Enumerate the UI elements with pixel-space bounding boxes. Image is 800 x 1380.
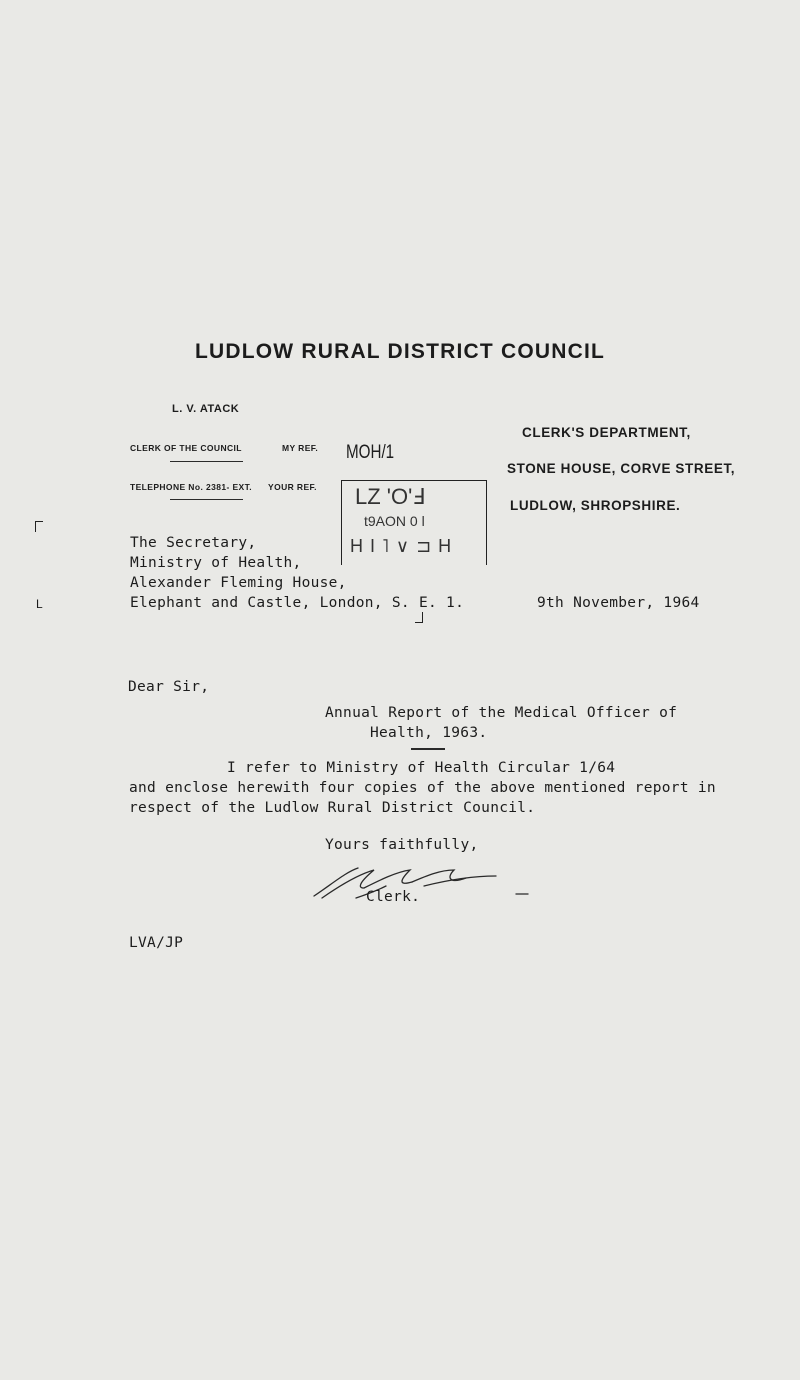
recipient-line-1: The Secretary,: [130, 535, 257, 551]
corner-mark: [415, 612, 423, 623]
my-ref-label: MY REF.: [282, 443, 319, 453]
subject-line-1: Annual Report of the Medical Officer of: [325, 705, 678, 721]
corner-mark-l: L: [36, 597, 43, 611]
recipient-line-3: Alexander Fleming House,: [130, 575, 347, 591]
corner-mark: [35, 521, 43, 532]
signature-title: Clerk.: [366, 889, 421, 905]
address-line-2: LUDLOW, SHROPSHIRE.: [510, 498, 681, 513]
reference-initials: LVA/JP: [129, 935, 184, 951]
clerk-name: L. V. ATACK: [172, 403, 240, 415]
department-name: CLERK'S DEPARTMENT,: [522, 425, 691, 440]
recipient-line-2: Ministry of Health,: [130, 555, 302, 571]
divider-rule: [170, 499, 243, 500]
address-line-1: STONE HOUSE, CORVE STREET,: [507, 461, 736, 476]
recipient-line-4: Elephant and Castle, London, S. E. 1.: [130, 595, 465, 611]
council-title: LUDLOW RURAL DISTRICT COUNCIL: [194, 340, 606, 363]
closing: Yours faithfully,: [325, 837, 479, 853]
divider-rule: [170, 461, 243, 462]
telephone-number: TELEPHONE No. 2381- EXT.: [130, 482, 253, 492]
stamp-line-3: H I ˥ ∨ ⊐ H: [350, 536, 453, 556]
subject-underline: [411, 748, 445, 750]
body-line-3: respect of the Ludlow Rural District Council.: [129, 800, 536, 816]
stamp-line-2: t9AON 0 l: [364, 513, 425, 529]
stamp-line-1: LZ 'O'Ⅎ: [355, 484, 425, 509]
salutation: Dear Sir,: [128, 679, 210, 695]
body-line-1: I refer to Ministry of Health Circular 1/64: [227, 760, 616, 776]
clerk-role: CLERK OF THE COUNCIL: [130, 443, 242, 453]
subject-line-2: Health, 1963.: [370, 725, 488, 741]
letter-date: 9th November, 1964: [537, 595, 700, 611]
my-ref-value: MOH/1: [346, 442, 395, 463]
body-line-2: and enclose herewith four copies of the above mentioned report in: [129, 780, 716, 796]
your-ref-label: YOUR REF.: [268, 482, 317, 492]
